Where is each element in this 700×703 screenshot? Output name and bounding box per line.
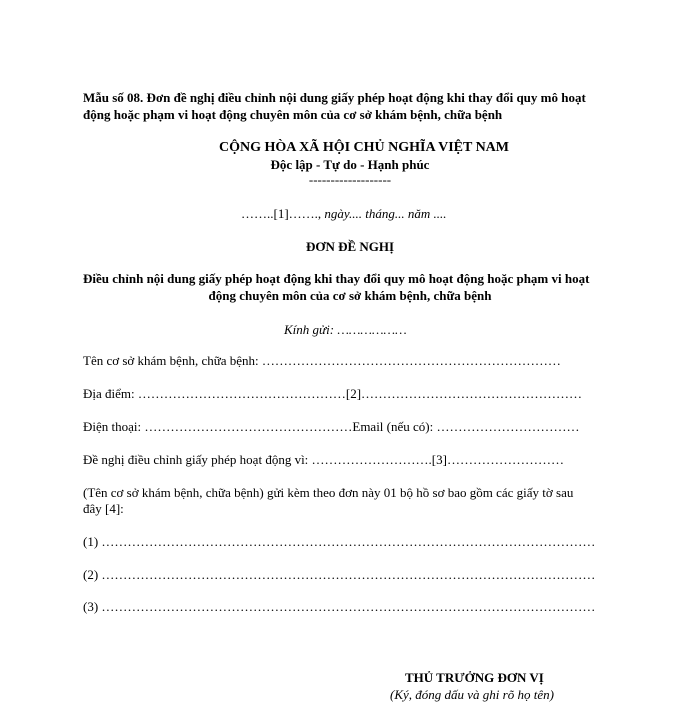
attachment-intro-line-1: (Tên cơ sở khám bệnh, chữa bệnh) gửi kèm theo đơn này 01 bộ hồ sơ bao gồm các giấy tờ sau [83,485,574,500]
document-subtitle-line-2: động chuyên môn của cơ sở khám bệnh, chữa bệnh [208,288,492,303]
form-title-line-1: Mẫu số 08. Đơn đề nghị điều chỉnh nội dung giấy phép hoạt động khi thay đổi quy mô hoạt [83,90,586,105]
request-reason-field: Đề nghị điều chỉnh giấy phép hoạt động vì: ……………………….[3]……………………… [83,452,564,467]
address-field: Địa điểm: …………………………………………[2]…………………………………………… [83,386,583,401]
attachment-item: (3) …………………………………………………………………………………………………… [83,599,596,614]
form-title-line-2: động hoặc phạm vi hoạt động chuyên môn của cơ sở khám bệnh, chữa bệnh [83,107,503,122]
date-line [241,206,446,222]
recipient-line: Kính gửi: ……………… [284,322,407,337]
date-value: ngày.... tháng... năm .... [321,206,447,221]
facility-name-field: Tên cơ sở khám bệnh, chữa bệnh: …………………………………………………………… [83,353,561,368]
document-subtitle-line-1: Điều chỉnh nội dung giấy phép hoạt động khi thay đổi quy mô hoạt động hoặc phạm vi hoạt [83,271,590,286]
attachment-intro-line-2: đây [4]: [83,501,124,516]
header-divider: ------------------- [308,172,392,187]
phone-email-field: Điện thoại: …………………………………………Email (nếu có): …………………………… [83,419,580,434]
country-name: CỘNG HÒA XÃ HỘI CHỦ NGHĨA VIỆT NAM [218,140,509,155]
date-place: ……..[1]……., [241,206,322,221]
signature-note: (Ký, đóng dấu và ghi rõ họ tên) [390,687,554,702]
signature-title: THỦ TRƯỞNG ĐƠN VỊ [405,670,544,685]
attachment-item: (1) …………………………………………………………………………………………………… [83,534,596,549]
motto: Độc lập - Tự do - Hạnh phúc [270,157,430,172]
attachment-item: (2) …………………………………………………………………………………………………… [83,567,596,582]
document-title: ĐƠN ĐỀ NGHỊ [305,239,395,254]
